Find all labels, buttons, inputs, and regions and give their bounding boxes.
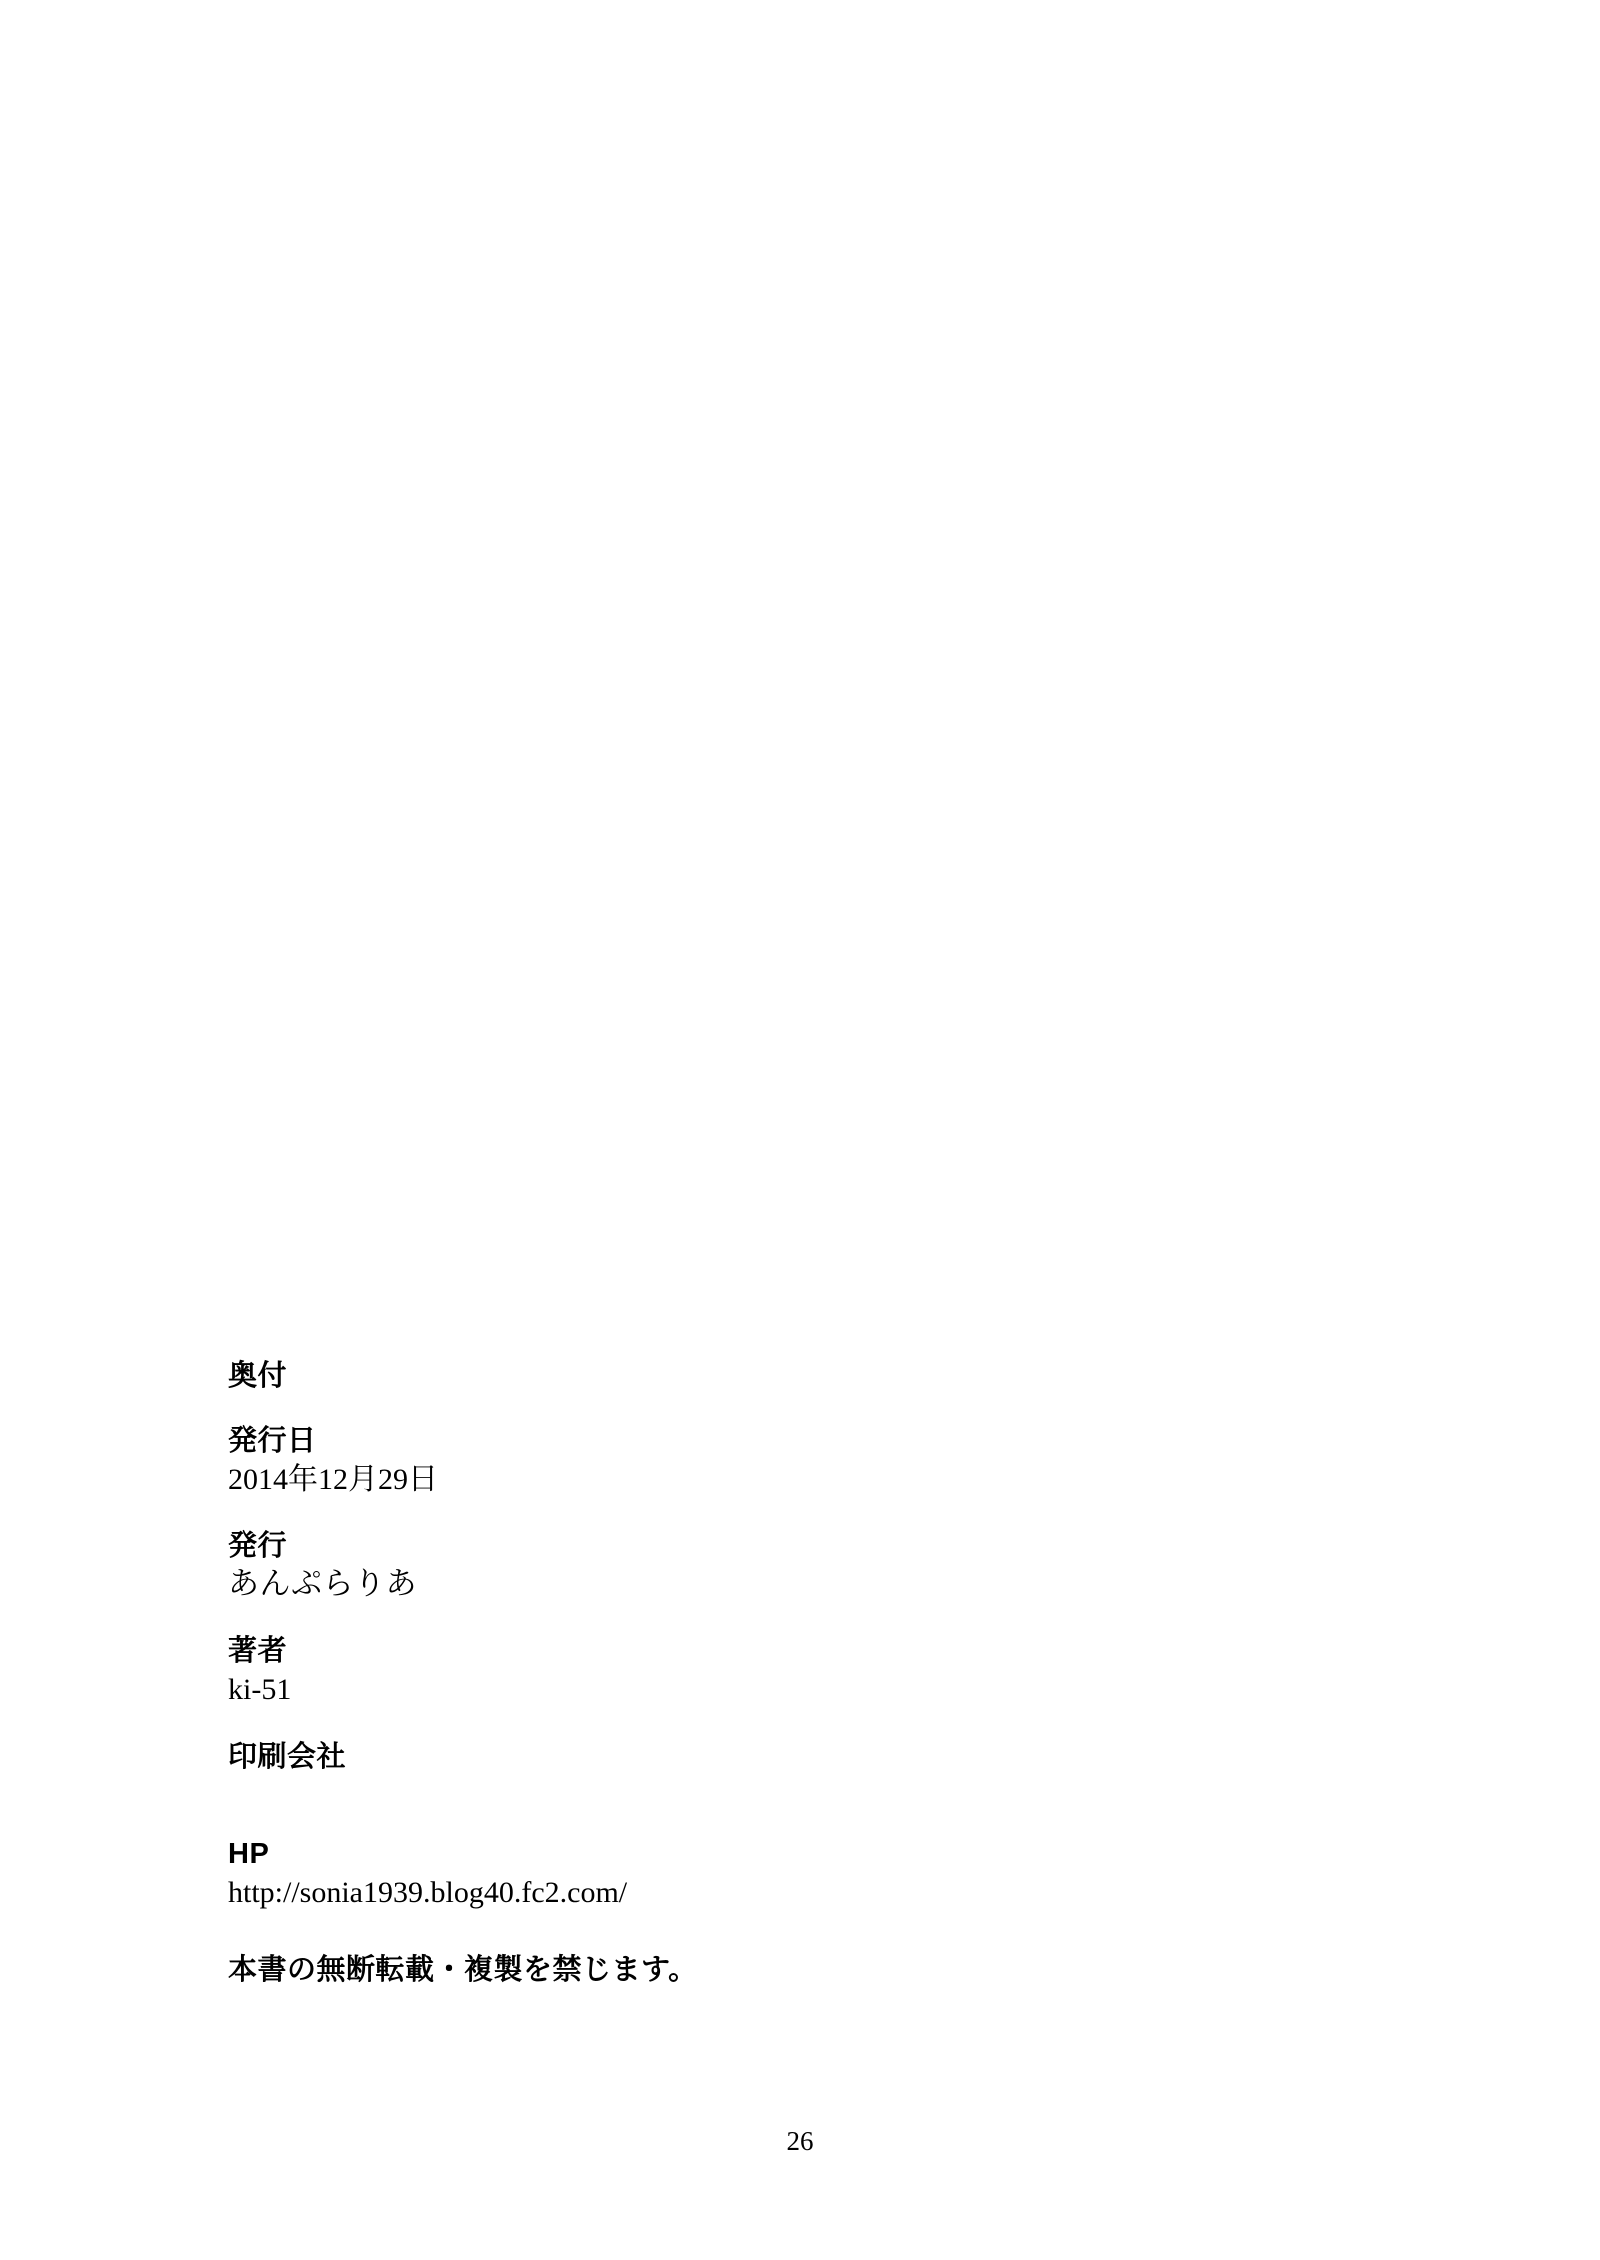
colophon-entry-author bbox=[228, 1634, 1328, 1708]
entry-label: 印刷会社 bbox=[228, 1741, 347, 1774]
copyright-notice: 本書の無断転載・複製を禁じます。 bbox=[228, 1954, 698, 1987]
entry-label: 発行日 bbox=[228, 1425, 317, 1458]
entry-value: 2014年12月29日 bbox=[228, 1463, 438, 1497]
entry-value: あんぷらりあ bbox=[228, 1566, 417, 1602]
colophon-block bbox=[228, 1358, 1328, 2017]
entry-label: HP bbox=[228, 1838, 270, 1871]
colophon-heading: 奥付 bbox=[228, 1360, 288, 1392]
entry-label: 発行 bbox=[228, 1529, 288, 1562]
colophon-entry-publication-date bbox=[228, 1424, 1328, 1498]
entry-value: ki-51 bbox=[228, 1672, 292, 1706]
entry-label: 著者 bbox=[228, 1635, 288, 1668]
colophon-entry-printing-company bbox=[228, 1740, 1328, 1775]
page-number: 26 bbox=[786, 2126, 814, 2156]
colophon-entry-homepage bbox=[228, 1837, 1328, 1911]
homepage-url[interactable]: http://sonia1939.blog40.fc2.com/ bbox=[228, 1875, 628, 1909]
colophon-entry-publisher bbox=[228, 1529, 1328, 1605]
